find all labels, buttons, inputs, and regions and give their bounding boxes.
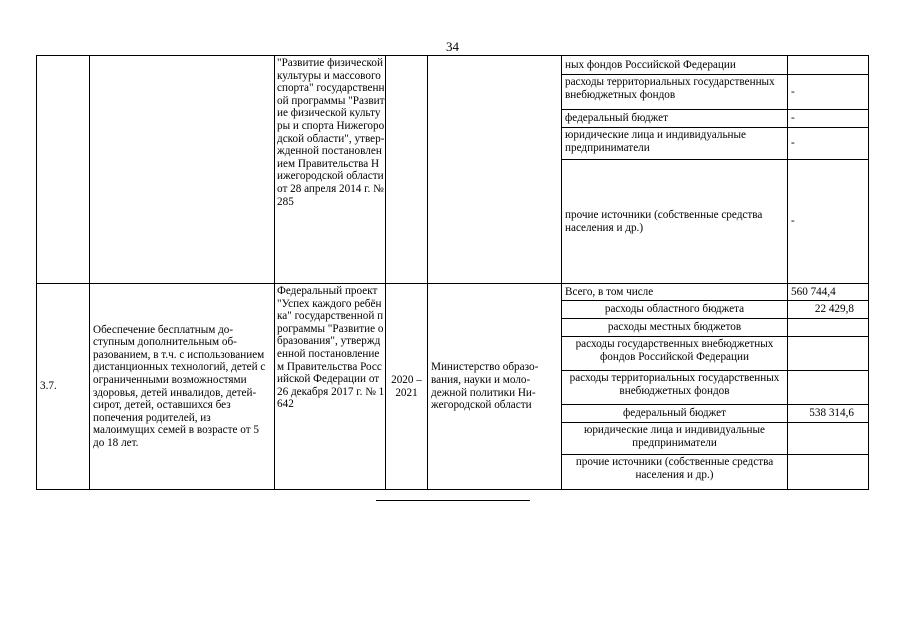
funding-value: -	[787, 127, 869, 160]
row-executor	[427, 283, 562, 490]
table-cell-description	[89, 55, 275, 284]
funding-label: ных фондов Российской Федерации	[561, 55, 788, 75]
funding-label: прочие источники (собственные средства населения и др.)	[561, 159, 788, 284]
funding-label: юридические лица и индивидуальные предприниматели	[561, 127, 788, 160]
program-text: "Развитие физической культуры и массового спорта" государственной программы "Развитие физической культуры и спорта Нижегородской области", утвержденной постановлением Правительства Нижегородской области от 28 апреля 2014 г. № 285	[277, 57, 385, 208]
table-cell-number	[36, 55, 90, 284]
funding-value	[787, 422, 869, 455]
funding-label: федеральный бюджет	[561, 109, 788, 128]
funding-value	[787, 336, 869, 371]
funding-value: -	[787, 159, 869, 284]
funding-label: юридические лица и индивидуальные предприниматели	[561, 422, 788, 455]
period-text: 2020 – 2021	[391, 373, 422, 399]
funding-label: расходы областного бюджета	[561, 300, 788, 319]
funding-label: расходы территориальных государственных внебюджетных фондов	[561, 370, 788, 405]
footnote-divider	[376, 500, 530, 501]
funding-label: расходы государственных внебюджетных фондов Российской Федерации	[561, 336, 788, 371]
funding-value	[787, 318, 869, 337]
row-program	[274, 283, 386, 490]
table-cell-period	[385, 55, 428, 284]
row-number: 3.7.	[36, 283, 90, 490]
page-number: 34	[446, 39, 459, 54]
row-period	[385, 283, 428, 490]
table-cell-executor	[427, 55, 562, 284]
funding-label: Всего, в том числе	[561, 283, 788, 301]
funding-value: 538 314,6	[787, 404, 869, 423]
funding-value	[787, 55, 869, 75]
funding-label: расходы территориальных государственных внебюджетных фондов	[561, 74, 788, 110]
table-cell-program	[274, 55, 386, 284]
executor-text: Министерство образования, науки и молодежной политики Нижегородской области	[431, 361, 539, 412]
row-description	[89, 283, 275, 490]
program-text: Федеральный проект "Успех каждого ребёнка" государственной программы "Развитие образования", утвержденной постановлением Правительства Российской Федерации от 26 декабря 2017 г. № 1642	[277, 285, 385, 411]
description-text: Обеспечение бесплатным доступным дополнительным образованием, в т.ч. с использованием дистанционных технологий, детей с ограниченными возможностями здоровья, детей инвалидов, детей-сирот, детей, оставшихся без попечения родителей, из малоимущих семей в возрасте от 5 до 18 лет.	[93, 323, 266, 449]
funding-label: федеральный бюджет	[561, 404, 788, 423]
funding-value: -	[787, 74, 869, 110]
funding-value: 560 744,4	[787, 283, 869, 301]
funding-value: -	[787, 109, 869, 128]
funding-value: 22 429,8	[787, 300, 869, 319]
funding-value	[787, 370, 869, 405]
funding-label: расходы местных бюджетов	[561, 318, 788, 337]
funding-label: прочие источники (собственные средства населения и др.)	[561, 454, 788, 490]
funding-value	[787, 454, 869, 490]
